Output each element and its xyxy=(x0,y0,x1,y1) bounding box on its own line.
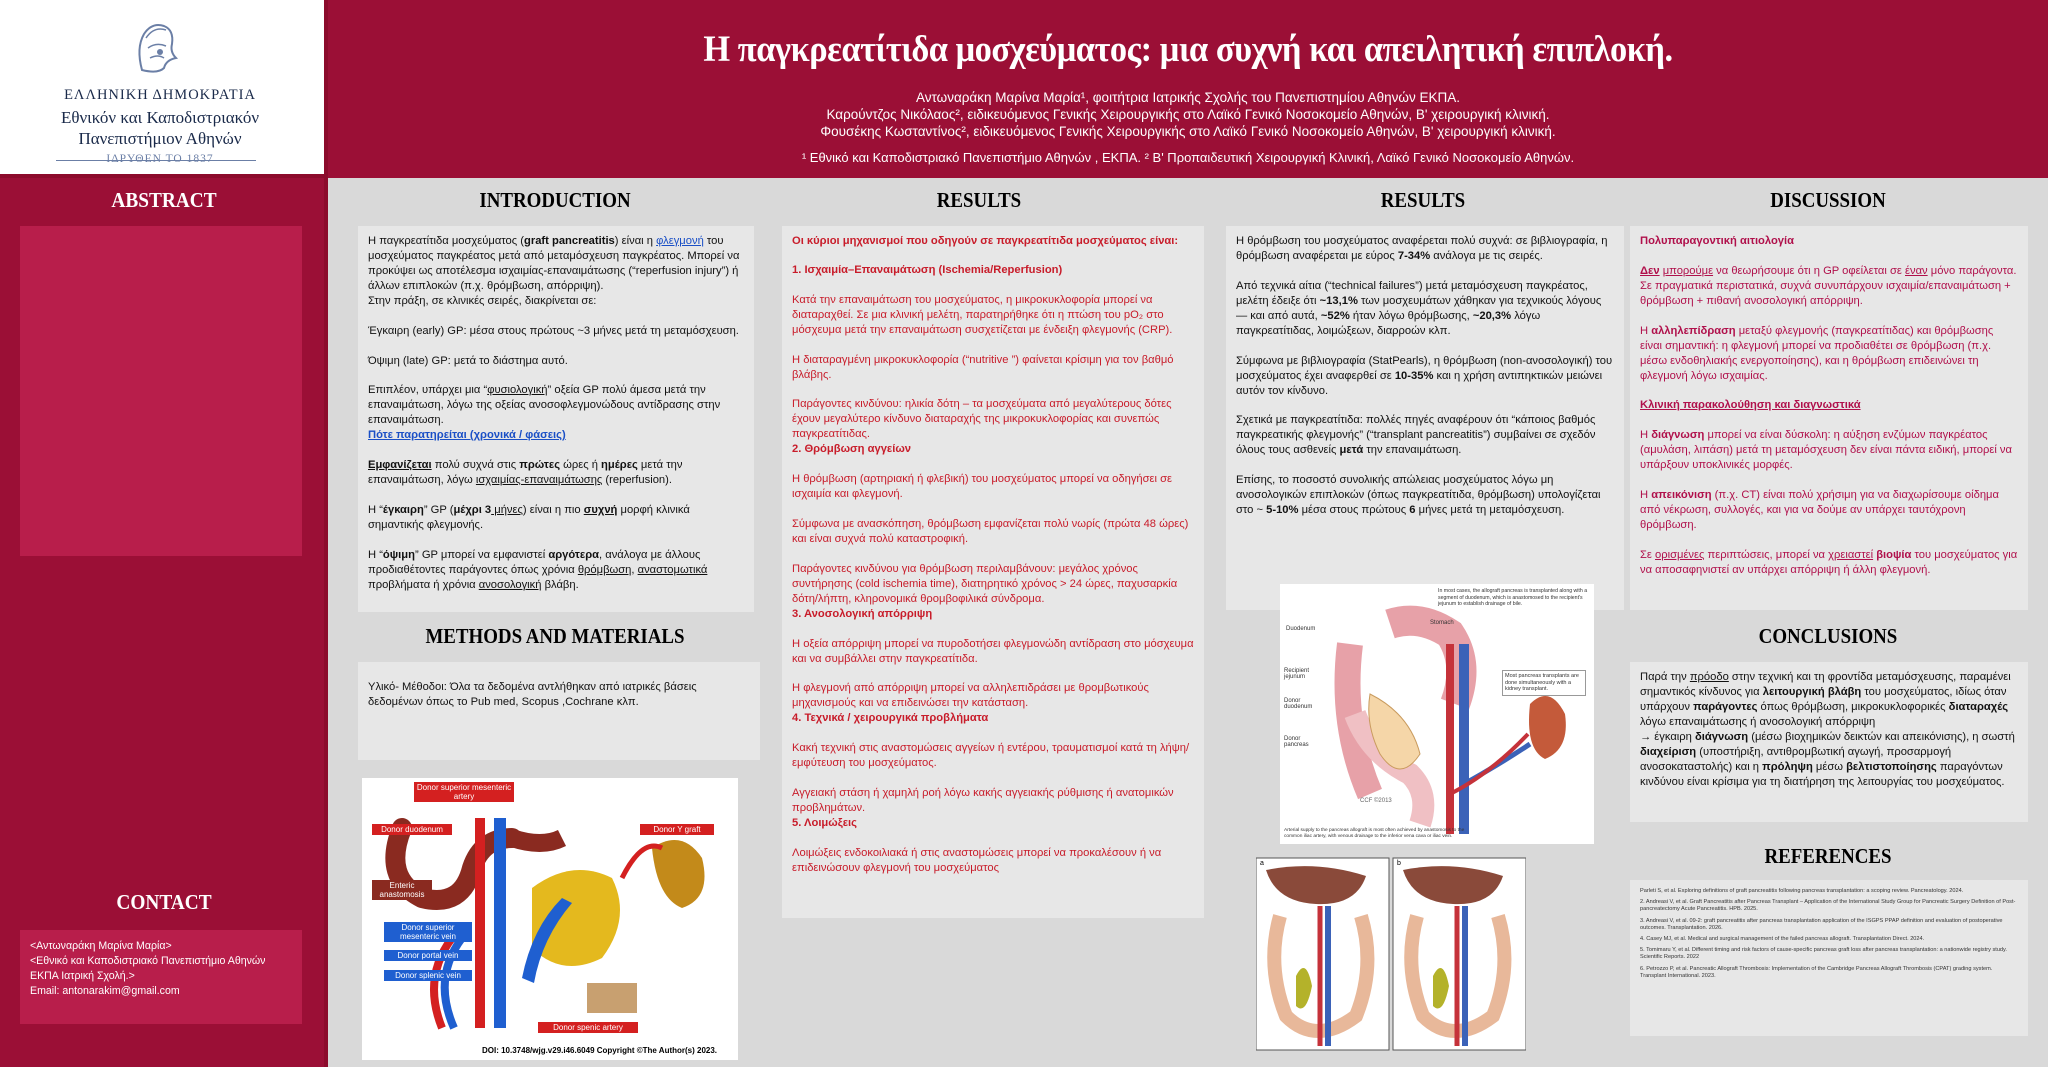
figure-3-label-b: b xyxy=(1397,860,1401,867)
mechanism-1-text-3: Παράγοντες κινδύνου: ηλικία δότη – τα μοσχεύματα από μεγαλύτερους δότες έχουν μεγαλύτερο κίνδυνο διαταραχής της μικροκυκλοφορίας και συνεπώς παγκρεατίτιδας. xyxy=(792,398,1172,441)
methods-box xyxy=(358,662,760,760)
results-box-1 xyxy=(782,226,1204,918)
figure-1-citation: DOI: 10.3748/wjg.v29.i46.6049 Copyright ©The Author(s) 2023. xyxy=(482,1046,718,1055)
conclusions-paragraph-1: Παρά την πρόοδο στην τεχνική και τη φροντίδα μεταμόσχευσης, παραμένει σημαντικός κίνδυνος για λειτουργική βλάβη του μοσχεύματος, ιδίως όταν υπάρχουν παράγοντες όπως θρόμβωση, μικροκυκλοφορικές διαταραχές λόγω επαναιμάτωσης ή ανοσολογική απόρριψη xyxy=(1640,671,2011,728)
discussion-paragraph-5: Σε ορισμένες περιπτώσεις, μπορεί να χρειαστεί βιοψία του μοσχεύματος για να αποσαφηνιστεί αν υπάρχει απόρριψη ή άλλη φλεγμονή. xyxy=(1640,548,2018,576)
figure-2-label-donor-duodenum: Donor duodenum xyxy=(1284,698,1313,710)
conclusions-paragraph-2: → έγκαιρη διάγνωση (μέσω βιοχημικών δεικτών και απεικόνισης), η σωστή διαχείριση (υποστήριξη, αντιθρομβωτική αγωγή, προσαρμογή ανοσοκαταστολής) και η πρόληψη μέσω βελτιστοποίησης παραγόντων κινδύνου είναι κρίσιμα για τη διατήρηση της λειτουργίας του μοσχεύματος. xyxy=(1640,731,2015,788)
methods-heading: METHODS AND MATERIALS xyxy=(425,624,685,648)
figure-2-label-duodenum: Duodenum xyxy=(1286,626,1316,632)
mechanism-2-text-2: Σύμφωνα με ανασκόπηση, θρόμβωση εμφανίζεται πολύ νωρίς (πρώτα 48 ώρες) και είναι συχνά πολύ καταστροφική. xyxy=(792,517,1189,545)
stats-graft-loss: Επίσης, το ποσοστό συνολικής απώλειας μοσχεύματος λόγω μη ανοσολογικών επιπλοκών (όπως παγκρεατίτιδα, θρόμβωση) υπολογίζεται στο ~ 5-10% μέσα στους πρώτους 6 μήνες μετά τη μεταμόσχευση. xyxy=(1236,474,1601,517)
mechanism-1-text-1: Κατά την επαναιμάτωση του μοσχεύματος, η μικροκυκλοφορία μπορεί να διαταραχθεί. Σε μια κλινική μελέτη, παρατηρήθηκε ότι η πτώση του pO₂ στο μόσχευμα μετά την επαναιμάτωση συσχετίζεται με ένδειξη φλεγμονής (CRP). xyxy=(792,293,1173,336)
stats-statpearls: Σύμφωνα με βιβλιογραφία (StatPearls), η θρόμβωση (non-ανοσολογική) του μοσχεύματος έχει αναφερθεί σε 10-35% και η χρήση αντιπηκτικών μειώνει αυτόν τον κίνδυνο. xyxy=(1236,354,1613,397)
stats-thrombosis: Η θρόμβωση του μοσχεύματος αναφέρεται πολύ συχνά: σε βιβλιογραφία, η θρόμβωση αναφέρεται με εύρος 7-34% ανάλογα με τις σειρές. xyxy=(1236,235,1608,262)
figure-label-duodenum: Donor duodenum xyxy=(372,824,452,835)
figure-2-footer: Arterial supply to the pancreas allograft is most often achieved by anastomosis to the common iliac artery, with venous drainage to the inferior vena cava or iliac vein. xyxy=(1284,828,1465,839)
logo-line-2: Εθνικόν και Καποδιστριακόν xyxy=(60,108,260,127)
logo-line-4: ΙΔΡΥΘΕΝ ΤΟ 1837 xyxy=(106,153,214,165)
figure-2-ccf: CCF ©2013 xyxy=(1360,798,1392,804)
poster-header xyxy=(328,0,2048,178)
discussion-box xyxy=(1630,226,2028,610)
reference-6: 6. Petrozzo P, et al. Pancreatic Allograft Thrombosis: Implementation of the Cambridge Pancreas Allograft Thrombosis (CPAT) grading system. Transplant International. 2023. xyxy=(1640,965,1993,979)
figure-label-portal-vein: Donor portal vein xyxy=(384,950,472,961)
logo-line-1: ΕΛΛΗΝΙΚΗ ΔΗΜΟΚΡΑΤΙΑ xyxy=(64,87,256,103)
stats-technical-failures: Από τεχνικά αίτια (“technical failures”) μετά μεταμόσχευση παγκρέατος, μελέτη έδειξε ότι ~13,1% των μοσχευμάτων χάθηκαν για τεχνικούς λόγους — και από αυτά, ~52% ήταν λόγω θρόμβωσης, ~20,3% λόγω παγκρεατίτιδας, λοιμώξεων, διαρροών κλπ. xyxy=(1236,279,1602,337)
figure-3-illustration xyxy=(1256,856,1526,1052)
figure-label-splenic-vein: Donor splenic vein xyxy=(384,970,472,981)
figure-2-callout: Most pancreas transplants are done simultaneously with a kidney transplant. xyxy=(1502,670,1586,696)
athena-helmet-icon xyxy=(130,18,180,80)
figure-2-caption: In most cases, the allograft pancreas is transplanted along with a segment of duodenum, which is anastomosed to the recipient's jejunum to establish drainage of bile. xyxy=(1438,588,1588,607)
logo-line-3: Πανεπιστήμιον Αθηνών xyxy=(78,129,242,148)
mechanism-1-text-2: Η διαταραγμένη μικροκυκλοφορία (“nutritive ”) φαίνεται κρίσιμη για τον βαθμό βλάβης. xyxy=(792,353,1174,381)
contact-box xyxy=(20,930,302,1024)
pancreas-shape xyxy=(532,870,620,966)
contact-institution: <Εθνικό και Καποδιστριακό Πανεπιστήμιο Αθηνών xyxy=(30,955,266,967)
figure-label-splenic-artery: Donor spenic artery xyxy=(538,1022,638,1033)
contact-heading: CONTACT xyxy=(116,890,212,914)
discussion-paragraph-1: Δεν μπορούμε να θεωρήσουμε ότι η GP οφείλεται σε έναν μόνο παράγοντα. Σε πραγματικά περιστατικά, συχνά συνυπάρχουν ισχαιμία/επαναιμάτωση + θρόμβωση + πιθανή ανοσολογική απόρριψη. xyxy=(1640,264,2017,307)
stats-pancreatitis: Σχετικά με παγκρεατίτιδα: πολλές πηγές αναφέρουν ότι “κάποιος βαθμός παγκρεατικής φλεγμονής” (“transplant pancreatitis”) συμβαίνει σε σχεδόν όλους τους ασθενείς μετά την επαναιμάτωση. xyxy=(1236,414,1596,457)
mechanism-1-heading: 1. Ισχαιμία–Επαναιμάτωση (Ischemia/Reperfusion) xyxy=(792,264,1063,276)
discussion-heading: DISCUSSION xyxy=(1770,188,1886,212)
abstract-heading: ABSTRACT xyxy=(111,188,217,212)
mechanism-3-text-2: Η φλεγμονή από απόρριψη μπορεί να αλληλεπιδράσει με θρομβωτικούς μηχανισμούς και να επιδεινώσει την κατάσταση. xyxy=(792,682,1149,710)
abstract-box xyxy=(20,226,302,556)
references-box xyxy=(1630,880,2028,1036)
university-logo-panel xyxy=(0,0,328,178)
discussion-heading-1: Πολυπαραγοντική αιτιολογία xyxy=(1640,235,1795,247)
figure-pancreas-transplant-drainage xyxy=(1280,584,1594,844)
kidney-graft-shape xyxy=(1529,696,1566,759)
introduction-box xyxy=(358,226,754,612)
reference-4: 4. Casey MJ, et al. Medical and surgical management of the failed pancreas allograft. Transplantation Direct. 2024. xyxy=(1640,936,1925,943)
figure-label-enteric-anastomosis: Enteric anastomosis xyxy=(372,880,432,900)
mechanism-3-text-1: Η οξεία απόρριψη μπορεί να πυροδοτήσει φλεγμονώδη αντίδραση στο μόσχευμα και να συμβάλλει στην παγκρεατίτιδα. xyxy=(792,637,1194,665)
figure-2-label-jejunum: Recipient jejunum xyxy=(1284,668,1310,680)
figure-label-y-graft: Donor Y graft xyxy=(640,824,714,835)
mechanism-5-text: Λοιμώξεις ενδοκοιλιακά ή στις αναστομώσεις μπορεί να προκαλέσουν ή να επιδεινώσουν φλεγμονή του μοσχεύματος xyxy=(792,846,1162,874)
poster-title: Η παγκρεατίτιδα μοσχεύματος: μια συχνή και απειλητική επιπλοκή. xyxy=(703,29,1673,70)
discussion-paragraph-3: Η διάγνωση μπορεί να είναι δύσκολη: η αύξηση ενζύμων παγκρέατος (αμυλάση, λιπάση) μετά τη μεταμόσχευση δεν είναι πάντα ειδική, μπορεί να υπάρξουν υποκλινικές μορφές. xyxy=(1640,429,2012,472)
mechanism-4-text-2: Αγγειακή στάση ή χαμηλή ροή λόγω κακής αγγειακής ρύθμισης ή ανατομικών προβλημάτων. xyxy=(792,786,1174,814)
mechanism-4-heading: 4. Τεχνικά / χειρουργικά προβλήματα xyxy=(792,712,989,725)
contact-school: ΕΚΠΑ Ιατρική Σχολή.> xyxy=(30,970,135,982)
mechanism-2-heading: 2. Θρόμβωση αγγείων xyxy=(792,443,912,456)
results-heading-2: RESULTS xyxy=(1380,188,1466,212)
mechanism-2-text-3: Παράγοντες κινδύνου για θρόμβωση περιλαμβάνουν: μεγάλος χρόνος συντήρησης (cold ischemia time), διατηρητικό χρόνος > 24 ώρες, παχυσαρκία δότη/λήπτη, κληρονομικά θρομβοφιλικά σύνδρομα. xyxy=(792,562,1178,605)
mechanism-5-heading: 5. Λοιμώξεις xyxy=(792,816,857,829)
author-line-3: Φουσέκης Κωσταντίνος², ειδικευόμενος Γενικής Χειρουργικής στο Λαϊκό Γενικό Νοσοκομείο Αθηνών, Β' χειρουργική κλινική. xyxy=(820,124,1556,139)
references-heading: REFERENCES xyxy=(1764,844,1892,868)
contact-email[interactable]: Email: antonarakim@gmail.com xyxy=(30,985,180,997)
intro-paragraph-4: Εμφανίζεται πολύ συχνά στις πρώτες ώρες ή ημέρες μετά την επαναιμάτωση, λόγω ισχαιμίας-επαναιμάτωσης (reperfusion). xyxy=(368,459,683,487)
reference-2: 2. Andreasi V, et al. Graft Pancreatitis after Pancreas Transplant – Application of the International Study Group for Pancreatic Surgery Definition of Post-pancreatectomy Acute Pancreatitis. HPB. 2025. xyxy=(1640,899,2016,913)
figure-2-label-donor-pancreas: Donor pancreas xyxy=(1284,736,1309,748)
author-line-2: Καρούντζος Νικόλαος², ειδικευόμενος Γενικής Χειρουργικής στο Λαϊκό Γενικό Νοσοκομείο Αθηνών, Β' χειρουργική κλινική. xyxy=(826,107,1550,122)
reference-1: Parleti S, et al. Exploring definitions of graft pancreatitis following pancreas transplantation: a scoping review. Pancreatology. 2024. xyxy=(1640,888,1964,894)
results-intro: Οι κύριοι μηχανισμοί που οδηγούν σε παγκρεατίτιδα μοσχεύματος είναι: xyxy=(792,235,1179,247)
discussion-heading-2: Κλινική παρακολούθηση και διαγνωστικά xyxy=(1640,399,1861,412)
figure-1-illustration xyxy=(362,778,738,1060)
affiliations: ¹ Εθνικό και Καποδιστριακό Πανεπιστήμιο Αθηνών , ΕΚΠΑ. ² Β' Προπαιδευτική Χειρουργική Κλινική, Λαϊκό Γενικό Νοσοκομείο Αθηνών. xyxy=(801,150,1575,165)
intro-early: Έγκαιρη (early) GP: μέσα στους πρώτους ~3 μήνες μετά τη μεταμόσχευση. xyxy=(368,324,739,337)
intro-paragraph-1b: Στην πράξη, σε κλινικές σειρές, διακρίνεται σε: xyxy=(368,295,597,307)
mechanism-3-heading: 3. Ανοσολογική απόρριψη xyxy=(792,607,933,620)
reference-5: 5. Tomimaru Y, et al. Different timing and risk factors of cause-specific pancreas graft loss after pancreas transplantation: a nationwide registry study. Scientific Reports. 2022 xyxy=(1640,947,2007,961)
figure-label-smv: Donor superior mesenteric vein xyxy=(384,922,472,942)
intro-paragraph-5: Η “έγκαιρη” GP (μέχρι 3 μήνες) είναι η πιο συχνή μορφή κλινικά σημαντικής φλεγμονής. xyxy=(368,503,690,531)
intestine-shape xyxy=(512,838,562,843)
intro-paragraph-3: Επιπλέον, υπάρχει μια “φυσιολογική” οξεία GP πολύ άμεσα μετά την επαναιμάτωση, λόγω της οξείας ανοσοφλεγμονώδους αντίδρασης στην επαναιμάτωση. xyxy=(368,384,721,427)
figure-2-label-stomach: Stomach xyxy=(1430,620,1454,626)
figure-pancreas-graft-anatomy xyxy=(362,778,738,1060)
mechanism-4-text-1: Κακή τεχνική στις αναστομώσεις αγγείων ή εντέρου, τραυματισμοί κατά τη λήψη/εμφύτευση του μοσχεύματος. xyxy=(792,742,1190,770)
intro-late: Όψιμη (late) GP: μετά το διάστημα αυτό. xyxy=(368,354,568,367)
conclusions-heading: CONCLUSIONS xyxy=(1758,624,1898,648)
kidney-shape xyxy=(652,840,705,908)
results-heading-1: RESULTS xyxy=(936,188,1022,212)
intro-paragraph-1: Η παγκρεατίτιδα μοσχεύματος (graft pancreatitis) είναι η φλεγμονή του μοσχεύματος παγκρέατος μετά από μεταμόσχευση παγκρέατος. Μπορεί να προκύψει ως αποτέλεσμα ισχαιμίας-επαναιμάτωσης (“reperfusion injury”) ή άλλων επιπλοκών (π.χ. θρόμβωση, απόρριψη). xyxy=(368,235,740,292)
contact-name: <Αντωναράκη Μαρίνα Μαρία> xyxy=(30,940,172,952)
conclusions-box xyxy=(1630,662,2028,822)
discussion-paragraph-2: Η αλληλεπίδραση μεταξύ φλεγμονής (παγκρεατίτιδας) και θρόμβωσης είναι σημαντική: η φλεγμονή μπορεί να προδιαθέτει σε θρόμβωση (π.χ. μέσω ενδοθηλιακής ενεργοποίησης), και η θρόμβωση επιδεινώνει τη φλεγμονή λόγω ισχαιμίας. xyxy=(1640,324,1994,382)
author-line-1: Αντωναράκη Μαρίνα Μαρία¹, φοιτήτρια Ιατρικής Σχολής του Πανεπιστημίου Αθηνών ΕΚΠΑ. xyxy=(916,90,1460,105)
figure-label-sma: Donor superior mesenteric artery xyxy=(414,782,514,802)
intro-phases-link[interactable]: Πότε παρατηρείται (χρονικά / φάσεις) xyxy=(368,429,566,442)
mechanism-2-text-1: Η θρόμβωση (αρτηριακή ή φλεβική) του μοσχεύματος μπορεί να οδηγήσει σε ισχαιμία και φλεγμονή. xyxy=(792,473,1173,501)
intro-paragraph-6: Η “όψιμη” GP μπορεί να εμφανιστεί αργότερα, ανάλογα με άλλους προδιαθέτοντες παράγοντες όπως χρόνια θρόμβωση, αναστομωτικά προβλήματα ή χρόνια ανοσολογική βλάβη. xyxy=(368,548,708,591)
results-box-2 xyxy=(1226,226,1624,610)
discussion-paragraph-4: Η απεικόνιση (π.χ. CT) είναι πολύ χρήσιμη για να διαχωρίσουμε οίδημα από νέκρωση, συλλογές, και για να δούμε αν υπάρχει ταυτόχρονη θρόμβωση. xyxy=(1640,488,1999,531)
figure-3-label-a: a xyxy=(1260,860,1264,867)
figure-anatomy-panels xyxy=(1256,856,1526,1052)
reference-3: 3. Andreasi V, et al. 09-2: graft pancreatitis after pancreas transplantation application of the ISGPS PPAP definition and evaluation of postoperative outcomes. Transplantation. 2026. xyxy=(1640,917,2003,931)
introduction-heading: INTRODUCTION xyxy=(479,188,631,212)
methods-text: Υλικό- Μέθοδοι: Όλα τα δεδομένα αντλήθηκαν από ιατρικές βάσεις δεδομένων όπως το Pub med, Scopus ,Cochrane κλπ. xyxy=(368,681,697,708)
left-column xyxy=(0,178,328,1067)
